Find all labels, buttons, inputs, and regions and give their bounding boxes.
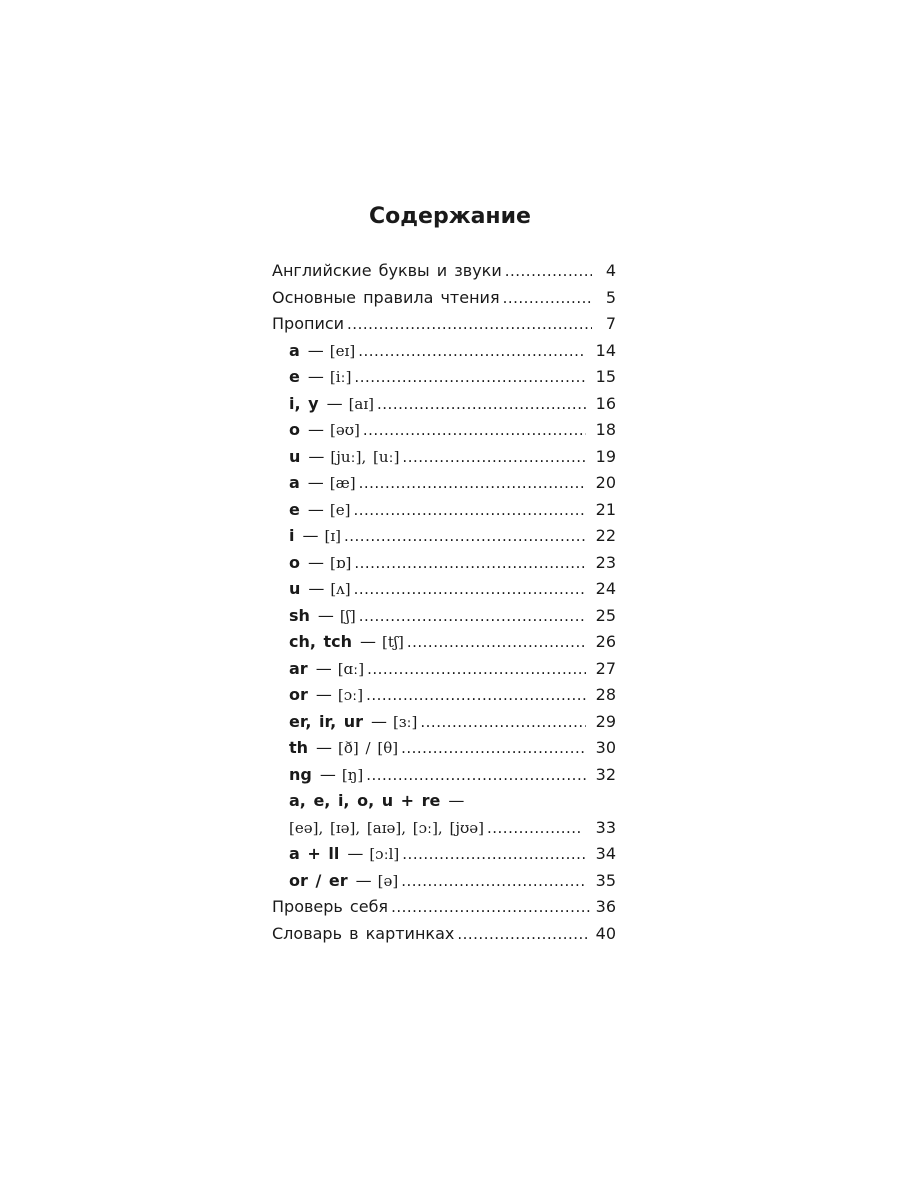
table-of-contents (272, 258, 616, 947)
page-number: 16 (595, 393, 616, 413)
dash: — (371, 711, 387, 731)
page-number: 26 (595, 632, 616, 651)
page-number: 32 (595, 764, 616, 784)
letters: a (289, 473, 300, 492)
phonetic-transcription: [ɔːl] (369, 845, 400, 863)
dash: — (326, 393, 343, 413)
page-number: 23 (595, 552, 616, 572)
page-number: 19 (595, 446, 616, 466)
dash: — (315, 685, 332, 704)
page-number: 20 (595, 473, 616, 492)
letters: or (289, 685, 308, 704)
letters: sh (289, 605, 310, 625)
dot-leader (402, 841, 585, 868)
dot-leader (407, 629, 586, 656)
dash: — (448, 791, 465, 810)
dot-leader (347, 311, 592, 338)
dot-leader (363, 417, 586, 444)
letters: e (289, 499, 300, 519)
dot-leader (402, 444, 585, 471)
dot-leader (401, 735, 586, 762)
dash: — (307, 367, 324, 386)
dash: — (347, 844, 364, 863)
page-number: 25 (595, 605, 616, 625)
dash: — (302, 526, 319, 545)
phonetic-transcription: [ɪ] (324, 527, 341, 545)
letters: i (289, 526, 295, 545)
page-number: 30 (595, 738, 616, 757)
toc-entry (272, 921, 616, 948)
dot-leader (366, 682, 586, 709)
phonetic-transcription: [ð] / [θ] (338, 739, 399, 757)
toc-subentry (272, 868, 616, 895)
phonetic-transcription: [iː] (329, 368, 352, 386)
toc-entry (272, 894, 616, 921)
dash: — (315, 658, 332, 678)
phonetic-transcription: [ɔː] (337, 686, 364, 704)
phonetic-transcription: [ʃ] (339, 606, 356, 625)
dot-leader (420, 709, 585, 736)
page-number: 27 (595, 658, 616, 678)
toc-subentry (272, 682, 616, 709)
toc-subentry (272, 523, 616, 550)
entry-title: Основные правила чтения (272, 287, 500, 307)
letters: a + ll (289, 844, 340, 863)
dot-leader (358, 338, 585, 365)
page-title: Содержание (369, 204, 531, 229)
toc-subentry (272, 444, 616, 471)
letters: ar (289, 658, 308, 678)
dash: — (319, 764, 336, 784)
phonetic-transcription: [juː], [uː] (330, 447, 400, 466)
page-number: 34 (595, 844, 616, 863)
dot-leader (354, 364, 585, 391)
dot-leader (391, 894, 590, 921)
entry-title: Проверь себя (272, 897, 389, 916)
phonetic-transcription: [ɒ] (330, 553, 352, 572)
letters: o (289, 420, 300, 439)
letters: i, y (289, 393, 319, 413)
phonetic-transcription: [ʌ] (330, 580, 351, 598)
page-number: 22 (595, 526, 616, 545)
page-number: 14 (595, 340, 616, 360)
entry-title: Словарь в картинках (272, 923, 455, 943)
page-number: 15 (595, 367, 616, 386)
phonetic-transcription: [aɪ] (348, 394, 375, 413)
letters: a, e, i, o, u + re (289, 791, 441, 810)
toc-subentry (272, 417, 616, 444)
toc-subentry (272, 841, 616, 868)
toc-subentry-re-line2 (272, 815, 616, 842)
phonetic-transcription: [eə], [ɪə], [aɪə], [ɔː], [jʊə] (289, 818, 484, 837)
dash: — (308, 446, 325, 466)
toc-subentry (272, 709, 616, 736)
dash: — (360, 632, 377, 651)
dot-leader (359, 470, 586, 497)
page-number: 4 (605, 261, 616, 280)
dash: — (307, 499, 324, 519)
page-number: 24 (595, 579, 616, 598)
dot-leader (366, 762, 585, 789)
toc-subentry (272, 470, 616, 497)
phonetic-transcription: [ɑː] (337, 659, 365, 678)
phonetic-transcription: [e] (329, 500, 351, 519)
toc-subentry (272, 603, 616, 630)
page-number: 40 (595, 923, 616, 943)
dash: — (308, 552, 324, 572)
page-number: 35 (595, 870, 616, 890)
dot-leader (344, 523, 586, 550)
toc-entry (272, 311, 616, 338)
dot-leader (354, 550, 585, 577)
page-number: 5 (605, 287, 616, 307)
dot-leader (401, 868, 585, 895)
toc-subentry (272, 629, 616, 656)
phonetic-transcription: [ə] (377, 871, 399, 890)
letters: a (289, 340, 300, 360)
phonetic-transcription: [tʃ] (382, 633, 404, 651)
letters: e (289, 367, 300, 386)
dot-leader (359, 603, 586, 630)
page-number: 28 (595, 685, 616, 704)
entry-title: Прописи (272, 314, 345, 333)
toc-entry (272, 258, 616, 285)
page-number: 33 (595, 817, 616, 837)
dash: — (308, 420, 324, 439)
toc-subentry (272, 550, 616, 577)
dot-leader (367, 656, 586, 683)
dash: — (355, 870, 372, 890)
toc-subentry (272, 364, 616, 391)
dash: — (308, 579, 325, 598)
entry-title: Английские буквы и звуки (272, 261, 502, 280)
page-number: 36 (595, 897, 616, 916)
phonetic-transcription: [æ] (329, 474, 356, 492)
toc-subentry (272, 656, 616, 683)
letters: u (289, 579, 301, 598)
dash: — (307, 340, 324, 360)
letters: u (289, 446, 301, 466)
dot-leader (487, 815, 580, 842)
dot-leader (354, 576, 586, 603)
dot-leader (503, 285, 592, 312)
page-number: 18 (595, 420, 616, 439)
toc-subentry (272, 338, 616, 365)
toc-entry (272, 285, 616, 312)
letters: o (289, 552, 300, 572)
letters: or / er (289, 870, 348, 890)
page-number: 21 (595, 499, 616, 519)
dot-leader (457, 921, 589, 948)
toc-subentry (272, 576, 616, 603)
page-number: 29 (595, 711, 616, 731)
toc-subentry (272, 735, 616, 762)
phonetic-transcription: [ɜː] (393, 712, 418, 731)
letters: er, ir, ur (289, 711, 363, 731)
toc-subentry (272, 762, 616, 789)
dot-leader (377, 391, 586, 418)
phonetic-transcription: [eɪ] (329, 341, 356, 360)
letters: th (289, 738, 309, 757)
letters: ch, tch (289, 632, 353, 651)
page-number: 7 (605, 314, 616, 333)
toc-subentry (272, 391, 616, 418)
dash: — (316, 738, 333, 757)
toc-subentry (272, 497, 616, 524)
letters: ng (289, 764, 312, 784)
dot-leader (353, 497, 585, 524)
dash: — (307, 473, 324, 492)
phonetic-transcription: [əʊ] (330, 421, 360, 439)
dot-leader (505, 258, 592, 285)
dash: — (317, 605, 334, 625)
toc-subentry-re-line1 (272, 788, 616, 815)
phonetic-transcription: [ŋ] (341, 765, 364, 784)
